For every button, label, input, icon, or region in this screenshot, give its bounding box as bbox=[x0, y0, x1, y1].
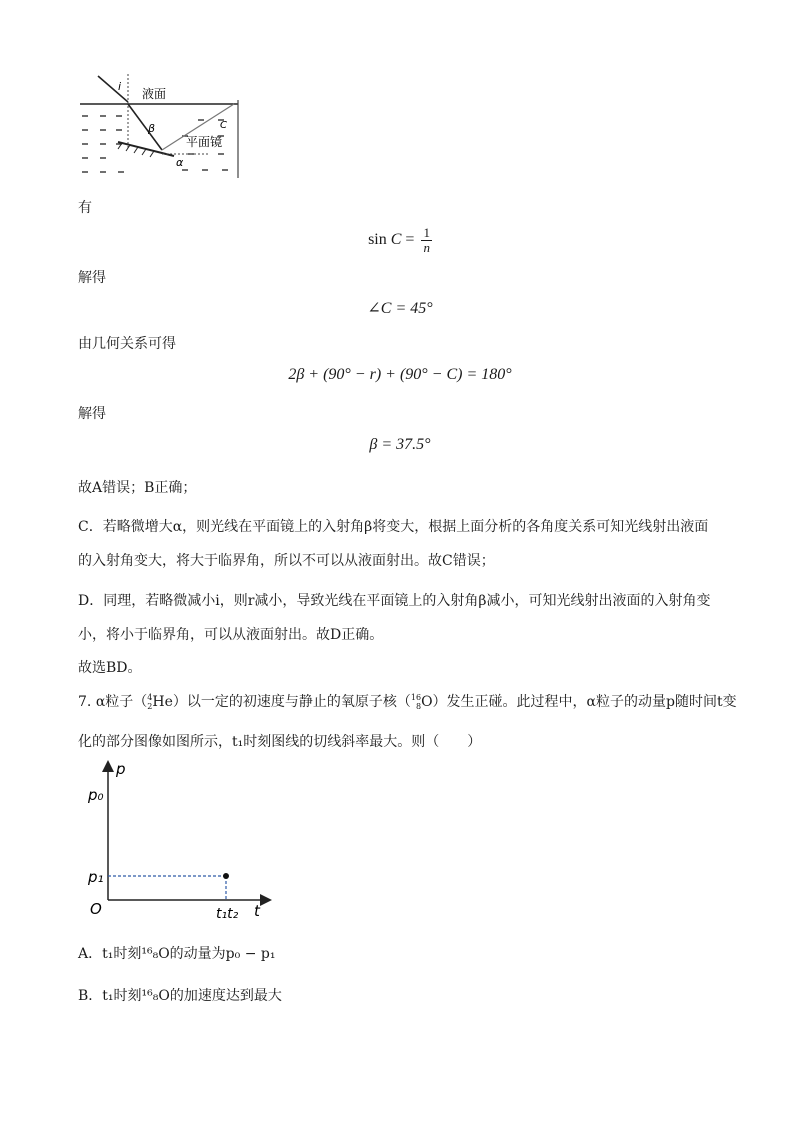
option-b[interactable] bbox=[78, 986, 282, 1006]
equation-sin-c bbox=[300, 226, 500, 255]
q7-text-c: ）发生正碰。此过程中，α粒子的动量p随时间t变 bbox=[432, 694, 737, 710]
he-symbol: He bbox=[152, 694, 173, 710]
option-b-text: t₁时刻¹⁶₈O的加速度达到最大 bbox=[102, 988, 282, 1004]
equation-geometry: 2β + (90° − r) + (90° − C) = 180° bbox=[288, 366, 512, 383]
o-mass: 16 bbox=[410, 693, 422, 702]
eq1-sin: sin bbox=[368, 231, 387, 249]
x-axis-label: t bbox=[254, 902, 260, 920]
line-jiede-1: 解得 bbox=[78, 270, 106, 286]
line-geometry: 由几何关系可得 bbox=[78, 336, 176, 352]
oxygen-nucleus bbox=[411, 693, 421, 711]
o-atomic: 8 bbox=[415, 702, 422, 711]
label-c: C bbox=[220, 120, 227, 131]
line-answer: 故选BD。 bbox=[78, 660, 142, 676]
option-a-text: t₁时刻¹⁶₈O的动量为p₀ − p₁ bbox=[102, 946, 276, 962]
origin-label: O bbox=[90, 900, 102, 918]
question-number: 7. bbox=[78, 694, 92, 710]
option-b-prefix: B． bbox=[78, 988, 103, 1004]
option-a[interactable] bbox=[78, 944, 275, 964]
p0-label: p₀ bbox=[88, 786, 104, 804]
y-axis-label: p bbox=[116, 760, 126, 778]
q7-text-b: ）以一定的初速度与静止的氧原子核（ bbox=[172, 694, 411, 710]
he-atomic: 2 bbox=[147, 702, 153, 711]
line-conclusion-ab: 故A错误；B正确； bbox=[78, 480, 197, 496]
t1t2-label: t₁t₂ bbox=[216, 906, 239, 922]
question-7-line-1 bbox=[78, 690, 737, 714]
q7-text-a: α粒子（ bbox=[95, 694, 148, 710]
momentum-graph bbox=[84, 758, 284, 928]
label-i: i bbox=[118, 80, 122, 93]
eq1-var: C bbox=[390, 231, 402, 249]
label-beta: β bbox=[148, 122, 156, 135]
incident-ray bbox=[98, 76, 128, 102]
eq1-numerator: 1 bbox=[423, 225, 430, 240]
refracted-ray bbox=[128, 104, 162, 150]
line-jiede-2: 解得 bbox=[78, 406, 106, 422]
eq1-eq: = bbox=[401, 231, 415, 249]
label-surface: 液面 bbox=[142, 87, 167, 101]
eq1-denominator: n bbox=[423, 240, 430, 255]
option-a-prefix: A． bbox=[78, 946, 103, 962]
paragraph-c: C．若略微增大α，则光线在平面镜上的入射角β将变大，根据上面分析的各角度关系可知光线射出液面的入射角变大，将大于临界角，所以不可以从液面射出。故C错误； bbox=[78, 519, 709, 569]
data-point bbox=[223, 873, 229, 879]
paragraph-d: D．同理，若略微减小i，则r减小，导致光线在平面镜上的入射角β减小，可知光线射出液面的入射角变小，将小于临界角，可以从液面射出。故D正确。 bbox=[78, 593, 711, 643]
mirror-figure bbox=[78, 70, 248, 185]
equation-beta: β = 37.5° bbox=[369, 436, 431, 453]
he-mass: 4 bbox=[147, 693, 153, 702]
label-mirror: 平面镜 bbox=[186, 135, 223, 149]
equation-angle-c: ∠C = 45° bbox=[367, 300, 433, 317]
label-alpha: α bbox=[176, 156, 184, 169]
question-7-line-2: 化的部分图像如图所示，t₁时刻图线的切线斜率最大。则（ ） bbox=[78, 734, 482, 750]
line-you: 有 bbox=[78, 200, 92, 216]
eq1-fraction bbox=[421, 226, 432, 255]
o-symbol: O bbox=[421, 694, 433, 710]
p1-label: p₁ bbox=[88, 868, 104, 886]
